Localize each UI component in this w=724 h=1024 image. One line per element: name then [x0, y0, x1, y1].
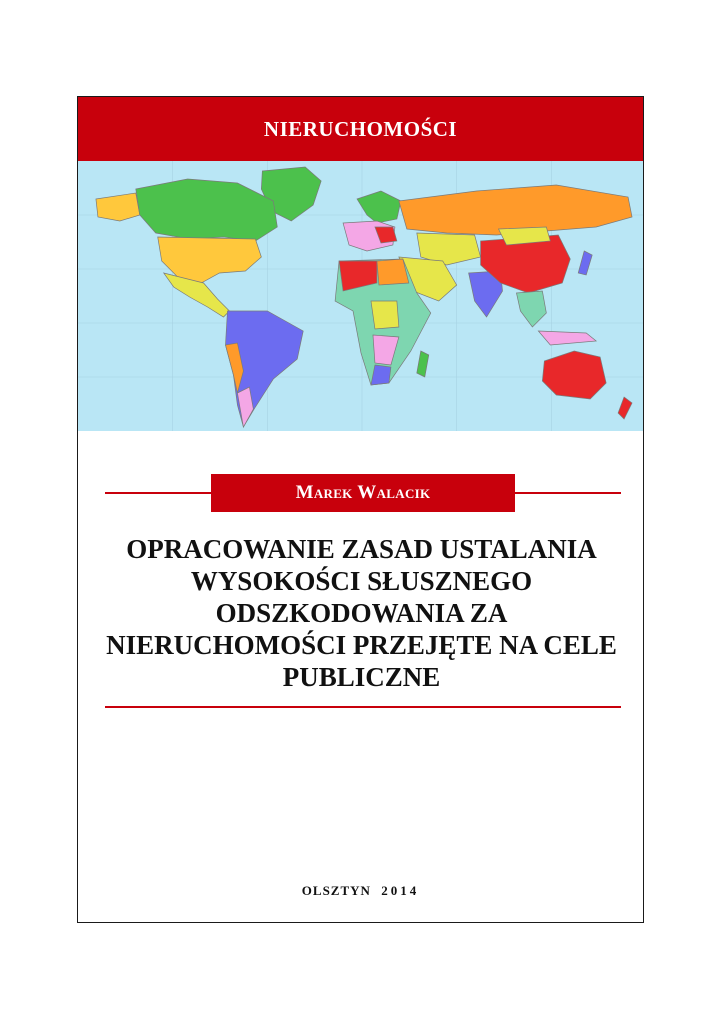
- author-rule-right: [515, 492, 621, 494]
- series-banner: [78, 97, 643, 161]
- author-banner: [211, 474, 515, 512]
- series-title: NIERUCHOMOŚCI: [263, 116, 458, 141]
- title-rule: [105, 706, 621, 708]
- imprint-place: OLSZTYN: [301, 883, 371, 898]
- book-title: OPRACOWANIE ZASAD USTALANIA WYSOKOŚCI SŁUSZNEGO ODSZKODOWANIA ZA NIERUCHOMOŚCI PRZEJĘTE NA CELE PUBLICZNE: [106, 534, 617, 692]
- book-cover: [77, 96, 644, 923]
- author-row: [105, 474, 621, 512]
- author-name: Marek Walacik: [295, 482, 431, 503]
- imprint: [78, 883, 643, 899]
- imprint-year: 2014: [381, 883, 420, 898]
- author-rule-left: [105, 492, 211, 494]
- world-map-image: [78, 161, 643, 431]
